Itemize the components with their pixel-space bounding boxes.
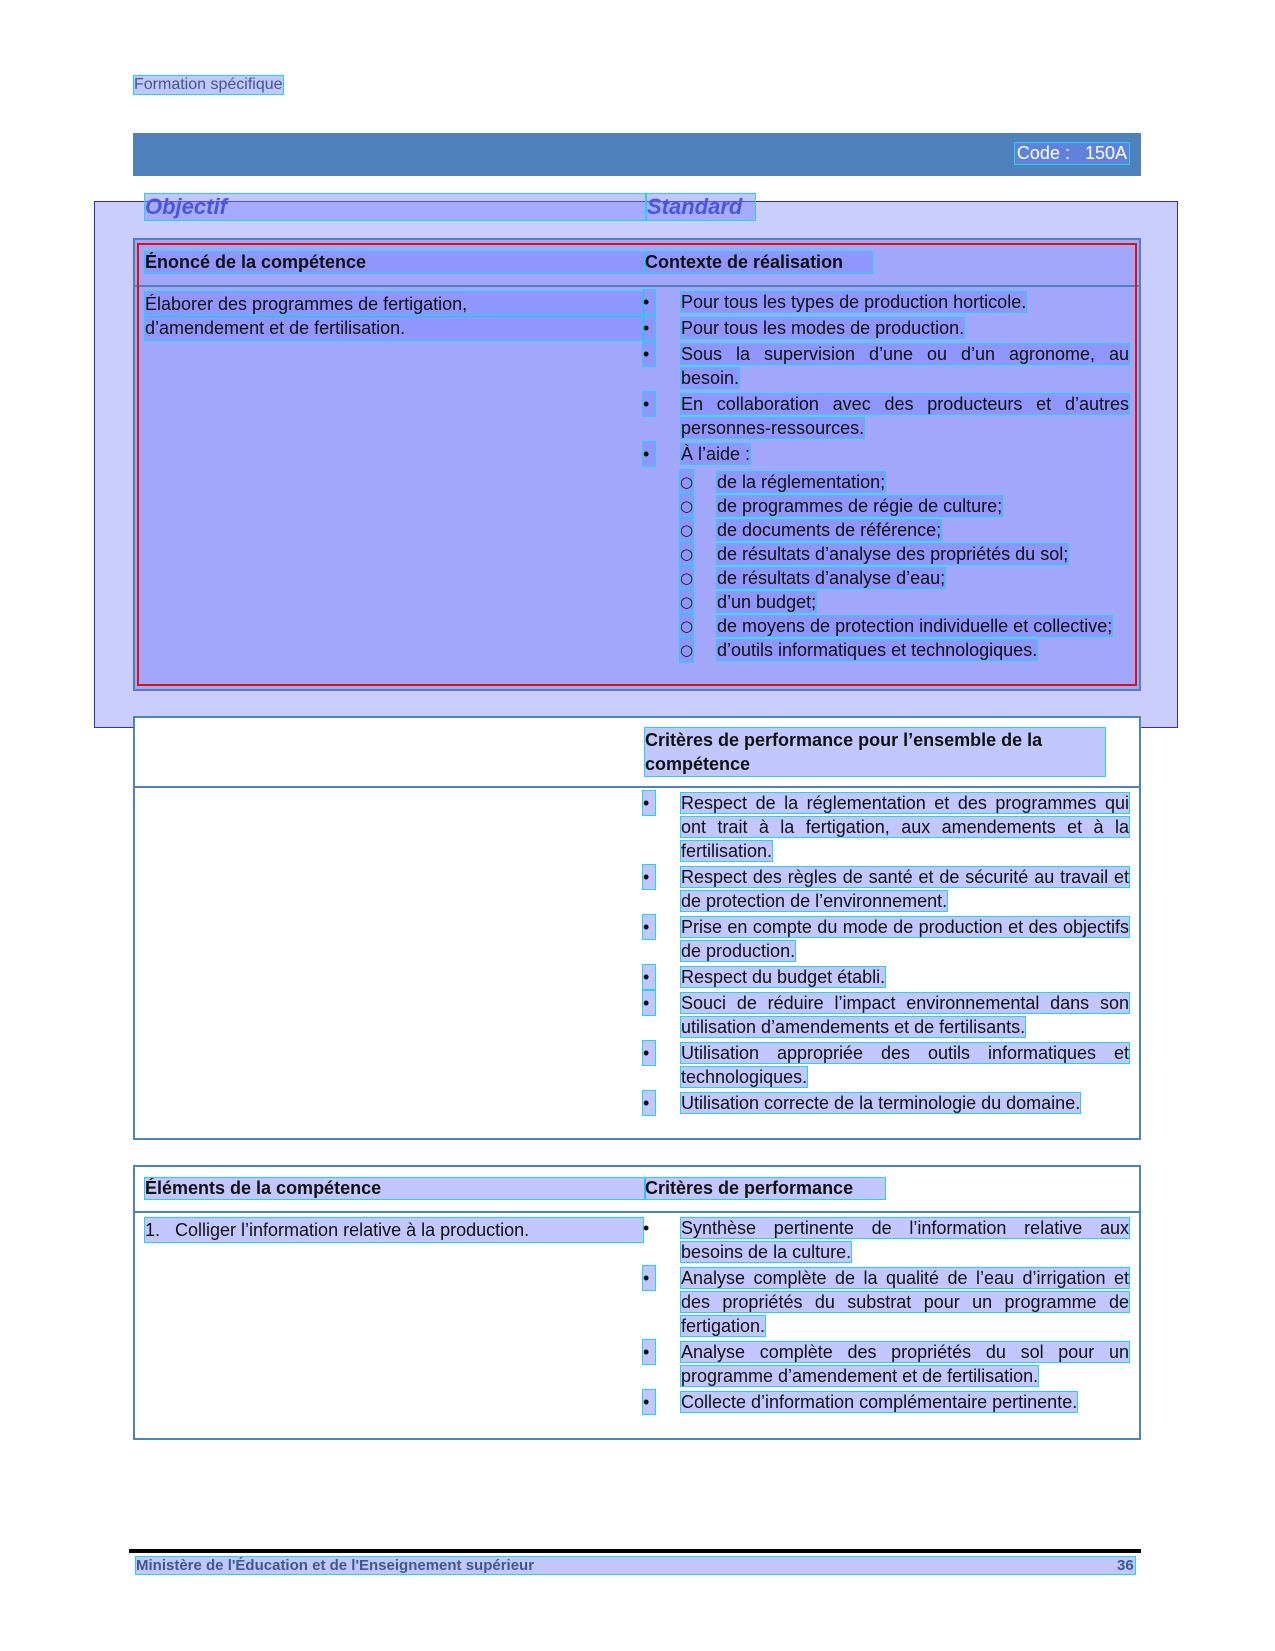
bullet-icon: •	[643, 316, 655, 340]
bullet-icon: •	[643, 290, 655, 314]
elements-header: Éléments de la compétence	[145, 1178, 645, 1199]
list-item: • Pour tous les types de production horticole.	[643, 292, 1027, 312]
context-header: Contexte de réalisation	[645, 252, 872, 273]
footer-ministry: Ministère de l'Éducation et de l'Enseignement supérieur	[136, 1557, 1135, 1574]
bullet-icon: •	[643, 342, 655, 366]
circle-bullet-icon: ○	[680, 470, 693, 494]
list-item: • Analyse complète des propriétés du sol pour un programme d’amendement et de fertilisation.	[643, 1342, 1129, 1386]
list-item: • Analyse complète de la qualité de l’eau d’irrigation et des propriétés du substrat pour un programme de fertigation.	[643, 1268, 1129, 1336]
bullet-icon: •	[643, 442, 655, 466]
list-item: • Respect du budget établi.	[643, 967, 886, 987]
sub-list-item: ○ d’un budget;	[680, 592, 817, 612]
page-number: 36	[1117, 1557, 1134, 1574]
criteria-list	[643, 791, 1129, 1117]
list-item: • Utilisation correcte de la terminologie du domaine.	[643, 1093, 1081, 1113]
list-item: • Pour tous les modes de production.	[643, 318, 965, 338]
circle-bullet-icon: ○	[680, 638, 693, 662]
circle-bullet-icon: ○	[680, 566, 693, 590]
sub-list-item: ○ de résultats d’analyse d’eau;	[680, 568, 946, 588]
circle-bullet-icon: ○	[680, 518, 693, 542]
element-1: 1. Colliger l’information relative à la production.	[145, 1218, 643, 1242]
context-list	[643, 290, 1129, 662]
list-item: • En collaboration avec des producteurs et d’autres personnes-ressources.	[643, 394, 1129, 438]
element-criteria-list	[643, 1216, 1129, 1416]
bullet-icon: •	[643, 1091, 655, 1115]
sub-list-item: ○ de moyens de protection individuelle et collective;	[680, 616, 1113, 636]
code-bar	[133, 133, 1141, 176]
sub-list-item: ○ de programmes de régie de culture;	[680, 496, 1003, 516]
competence-statement-line1: Élaborer des programmes de fertigation,	[145, 292, 643, 316]
list-item: • Respect de la réglementation et des programmes qui ont trait à la fertigation, aux amendements et à la fertilisation.	[643, 793, 1129, 861]
criteria-header: Critères de performance pour l’ensemble de la compétence	[645, 728, 1105, 776]
bullet-icon: •	[643, 1041, 655, 1065]
list-item: • Utilisation appropriée des outils informatiques et technologiques.	[643, 1043, 1129, 1087]
table-divider	[135, 786, 1139, 788]
competence-header: Énoncé de la compétence	[145, 252, 645, 273]
section-header: Formation spécifique	[134, 76, 283, 93]
bullet-icon: •	[643, 1390, 655, 1414]
bullet-icon: •	[643, 791, 655, 815]
bullet-icon: •	[643, 991, 655, 1015]
circle-bullet-icon: ○	[680, 494, 693, 518]
circle-bullet-icon: ○	[680, 590, 693, 614]
competence-statement-line2: d’amendement et de fertilisation.	[145, 316, 643, 340]
sub-list-item: ○ de la réglementation;	[680, 472, 886, 492]
objectif-title: Objectif	[145, 194, 645, 220]
footer-rule	[129, 1549, 1141, 1553]
bullet-icon: •	[643, 915, 655, 939]
list-item: • Respect des règles de santé et de sécurité au travail et de protection de l’environnement.	[643, 867, 1129, 911]
bullet-icon: •	[643, 1266, 655, 1290]
list-item: • À l’aide :	[643, 444, 751, 464]
list-item: • Sous la supervision d’une ou d’un agronome, au besoin.	[643, 344, 1129, 388]
table-divider	[135, 1211, 1139, 1213]
bullet-icon: •	[643, 1218, 650, 1238]
list-item: • Souci de réduire l’impact environnemental dans son utilisation d’amendements et de fertilisants.	[643, 993, 1129, 1037]
code-label: Code : 150A	[1016, 143, 1127, 163]
circle-bullet-icon: ○	[680, 614, 693, 638]
list-item: • Prise en compte du mode de production et des objectifs de production.	[643, 917, 1129, 961]
sub-list-item: ○ d’outils informatiques et technologiques.	[680, 640, 1038, 660]
element-criteria-header: Critères de performance	[645, 1178, 885, 1199]
circle-bullet-icon: ○	[680, 542, 693, 566]
standard-title: Standard	[647, 194, 755, 220]
bullet-icon: •	[643, 865, 655, 889]
bullet-icon: •	[643, 1340, 655, 1364]
sub-list-item: ○ de documents de référence;	[680, 520, 942, 540]
sub-list-item: ○ de résultats d’analyse des propriétés du sol;	[680, 544, 1069, 564]
bullet-icon: •	[643, 965, 655, 989]
list-item: • Collecte d’information complémentaire pertinente.	[643, 1392, 1078, 1412]
bullet-icon: •	[643, 392, 655, 416]
list-item: • Synthèse pertinente de l’information relative aux besoins de la culture.	[643, 1218, 1129, 1262]
